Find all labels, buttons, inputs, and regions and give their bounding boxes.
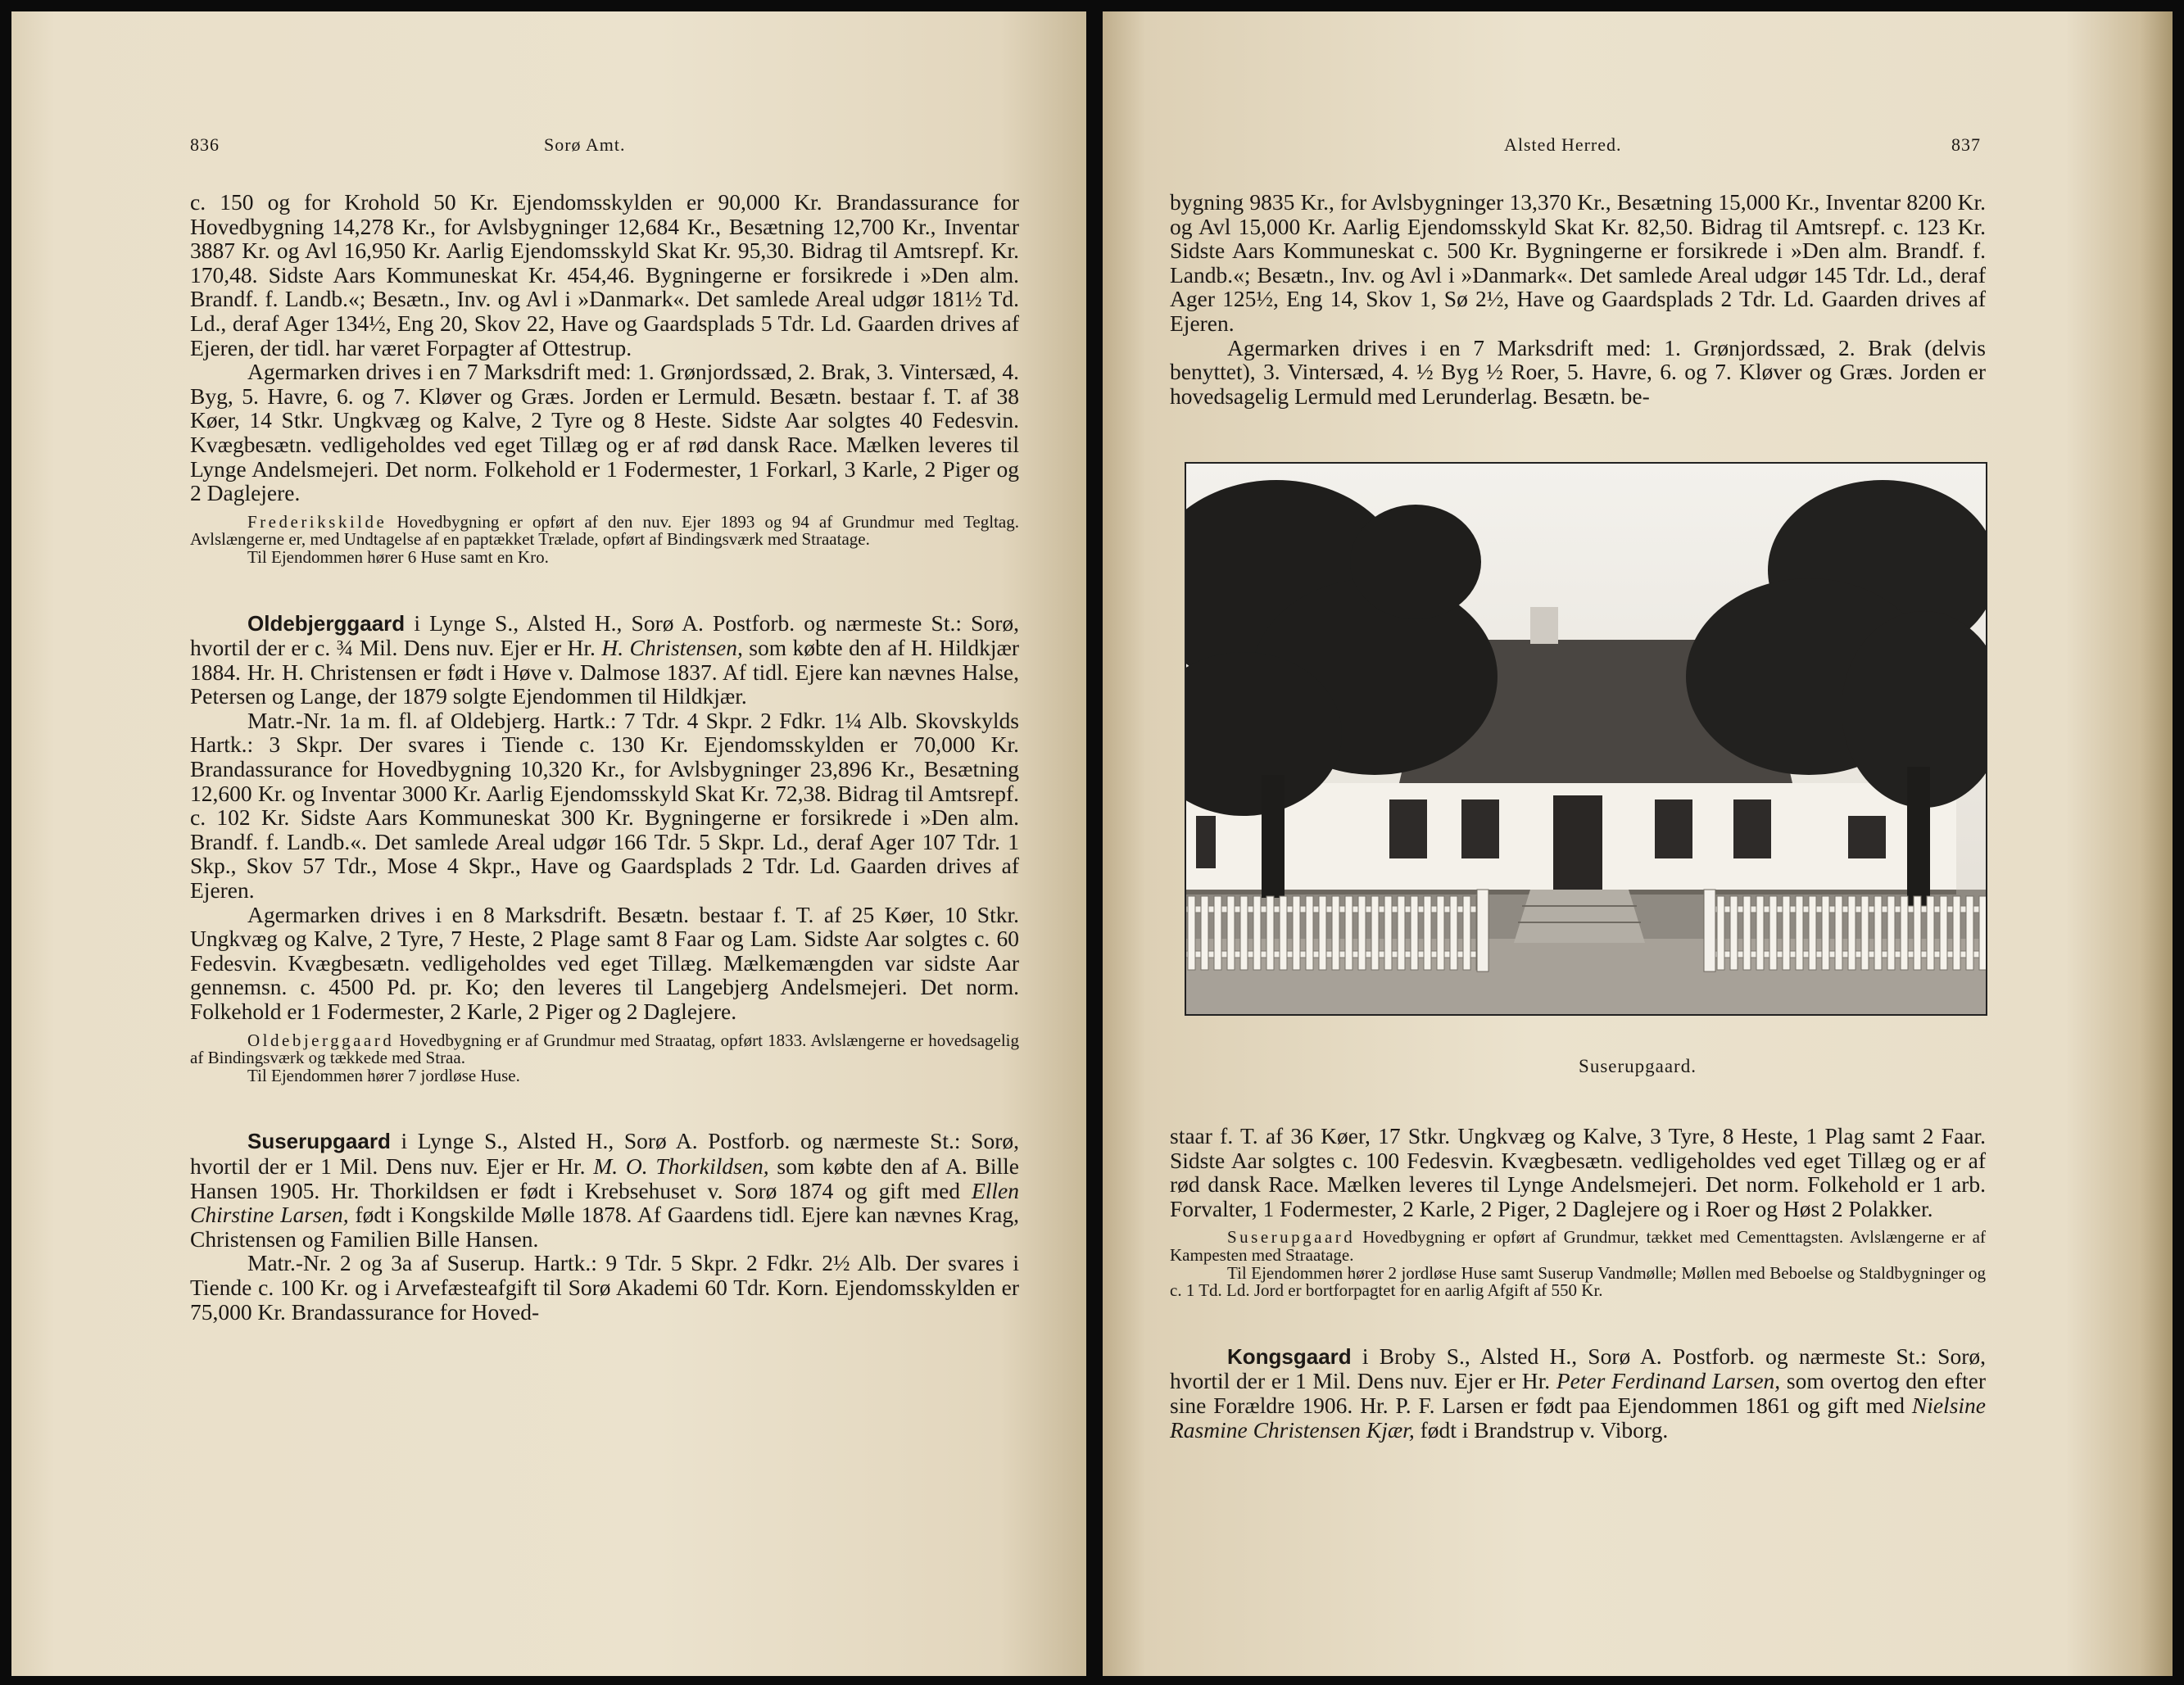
note-estate-name: Oldebjerggaard: [247, 1030, 395, 1050]
running-head: Alsted Herred.: [1504, 134, 1622, 155]
fence-picket: [1253, 896, 1261, 970]
page-number: 836: [190, 134, 220, 155]
right-body-bottom: [1170, 1124, 1986, 1442]
estate-name: Suserupgaard: [247, 1129, 391, 1154]
fence-left: [1188, 896, 1484, 970]
fence-picket: [1927, 896, 1934, 970]
fence-picket: [1214, 896, 1221, 970]
entry-text: som købte den af H. Hildkjær 1884. Hr. H. Christensen er født i Høve v. Dalmose 1837. Af tidl. Ejere kan nævnes Halse, Petersen og Lange, der 1879 solgte Ejendommen til Hildkjær.: [190, 635, 1019, 709]
owner-name: H. Christensen,: [601, 635, 743, 661]
note: [190, 1032, 1019, 1085]
fence-picket: [1769, 896, 1777, 970]
fence-picket: [1411, 896, 1418, 970]
note-text: Til Ejendommen hører 7 jordløse Huse.: [247, 1065, 520, 1085]
fence-picket: [1730, 896, 1738, 970]
paragraph: c. 150 og for Krohold 50 Kr. Ejendomsskylden er 90,000 Kr. Brandassurance for Hovedbygning 14,278 Kr., for Avlsbygninger 12,684 Kr., Besætning 12,700 Kr., Inventar 3887 Kr. og Avl 16,950 Kr. Aarlig Ejendomsskyld Skat Kr. 95,30. Bidrag til Amtsrepf. Kr. 170,48. Sidste Aars Kommuneskat Kr. 454,46. Bygningerne er forsikrede i »Den alm. Brandf. f. Landb.«; Besætn., Inv. og Avl i »Danmark«. Det samlede Areal udgør 181½ Td. Ld., deraf Ager 134½, Eng 20, Skov 22, Have og Gaardsplads 5 Tdr. Ld. Gaarden drives af Ejeren, der tidl. har været Forpagter af Ottestrup.: [190, 189, 1019, 360]
fence-picket: [1756, 896, 1764, 970]
fence-picket: [1940, 896, 1947, 970]
note-text: Til Ejendommen hører 2 jordløse Huse samt Suserup Vandmølle; Møllen med Beboelse og Staldbygninger og c. 1 Td. Ld. Jord er bortforpagtet for en aarlig Afgift af 550 Kr.: [1170, 1262, 1986, 1301]
fence-picket: [1848, 896, 1855, 970]
fence-picket: [1227, 896, 1235, 970]
note-estate-name: Frederikskilde: [247, 511, 387, 532]
left-body: [190, 190, 1019, 1324]
fence-picket: [1280, 896, 1287, 970]
paragraph: Agermarken drives i en 8 Marksdrift. Besætn. bestaar f. T. af 25 Køer, 10 Stkr. Ungkvæg og Kalve, 2 Tyre, 7 Heste, 2 Plage samt 8 Faar og Lam. Sidste Aar solgtes c. 60 Fedesvin. Kvægbesætn. vedligeholdes ved eget Tillæg. Mælkemængden var sidste Aar gennemsn. c. 4500 Pd. pr. Ko; den leveres til Langebjerg Andelsmejeri. Det norm. Folkehold er 1 Fodermester, 2 Karle, 2 Piger og 2 Daglejere.: [190, 901, 1019, 1024]
fence-picket: [1463, 896, 1470, 970]
entry-text: som købte den af A. Bille Hansen 1905. Hr. Thorkildsen er født i Krebsehuset v. Sorø 1874 og gift med: [190, 1153, 1019, 1203]
fence-picket: [1201, 896, 1208, 970]
entry-text: i Lynge S., Alsted H., Sorø A. Postforb. og nærmeste St.: Sorø, hvortil der er c. ¾ Mil. Dens nuv. Ejer er Hr.: [190, 609, 1019, 661]
right-page: [1103, 11, 2173, 1676]
left-page: [11, 11, 1086, 1676]
fence-picket: [1450, 896, 1457, 970]
entry-text: i Lynge S., Alsted H., Sorø A. Postforb. og nærmeste St.: Sorø, hvortil der er 1 Mil. Dens nuv. Ejer er Hr.: [190, 1128, 1019, 1179]
fence-picket: [1966, 896, 1973, 970]
fence-picket: [1887, 896, 1895, 970]
fence-picket: [1979, 896, 1986, 970]
right-body-top: [1170, 190, 1986, 408]
running-head: Sorø Amt.: [544, 134, 626, 155]
fence-picket: [1914, 896, 1921, 970]
entry-text: født i Brandstrup v. Viborg.: [1414, 1416, 1669, 1443]
suserupgaard-photo: [1185, 462, 1987, 1016]
fence-picket: [1861, 896, 1869, 970]
fence-picket: [1358, 896, 1366, 970]
photo-caption: Suserupgaard.: [1579, 1056, 1697, 1076]
fence-picket: [1743, 896, 1751, 970]
owner-name: M. O. Thorkildsen,: [593, 1153, 769, 1179]
entry-text: som overtog den efter sine Forældre 1906. Hr. P. F. Larsen er født paa Ejendommen 1861 og gift med: [1170, 1368, 1986, 1418]
note-text: Hovedbygning er af Grundmur med Straatag, opført 1833. Avlslængerne er hovedsagelig af Bindingsværk og tækkede med Straa.: [190, 1030, 1019, 1068]
paragraph: Agermarken drives i en 7 Marksdrift med: 1. Grønjordssæd, 2. Brak, 3. Vintersæd, 4. Byg, 5. Havre, 6. og 7. Kløver og Græs. Jorden er Lermuld. Besætn. bestaar f. T. af 38 Køer, 14 Stkr. Ungkvæg og Kalve, 2 Tyre og 8 Heste. Sidste Aar solgtes 40 Fedesvin. Kvægbesætn. vedligeholdes ved eget Tillæg og er af rød dansk Race. Mælken leveres til Lynge Andelsmejeri. Det norm. Folkehold er 1 Fodermester, 1 Forkarl, 3 Karle, 2 Piger og 2 Daglejere.: [190, 359, 1019, 506]
fence-picket: [1835, 896, 1842, 970]
fence-picket: [1319, 896, 1326, 970]
wife-name: Ellen Chirstine Larsen,: [190, 1177, 1019, 1228]
owner-name: Peter Ferdinand Larsen,: [1556, 1368, 1781, 1394]
wife-name: Nielsine Rasmine Christensen Kjær,: [1170, 1392, 1986, 1443]
note: [190, 511, 1019, 567]
estate-name: Kongsgaard: [1227, 1343, 1352, 1369]
paragraph: Agermarken drives i en 7 Marksdrift med: 1. Grønjordssæd, 2. Brak (delvis benyttet), 3. Vintersæd, 4. ½ Byg ½ Roer, 5. Havre, 6. og 7. Kløver og Græs. Jorden er hovedsagelig Lermuld med Lerunderlag. Besætn. be-: [1170, 334, 1986, 409]
fence-picket: [1796, 896, 1803, 970]
fence-picket: [1822, 896, 1829, 970]
note-text: Hovedbygning er opført af Grundmur, tækket med Cementtagsten. Avlslængerne er af Kampesten med Straatage.: [1170, 1227, 1986, 1265]
fence-picket: [1293, 896, 1300, 970]
farmhouse-illustration: [1186, 464, 1986, 1014]
estate-name: Oldebjerggaard: [247, 610, 406, 636]
fence-picket: [1384, 896, 1392, 970]
paragraph: Matr.-Nr. 1a m. fl. af Oldebjerg. Hartk.: 7 Tdr. 4 Skpr. 2 Fdkr. 1¼ Alb. Skovskylds Hartk.: 3 Skpr. Der svares i Tiende c. 130 Kr. Ejendomsskylden er 70,000 Kr. Brandassurance for Hovedbygning 10,320 Kr., for Avlsbygninger 23,896 Kr., Besætning 12,600 Kr. og Inventar 3000 Kr. Aarlig Ejendomsskyld Skat Kr. 72,38. Bidrag til Amtsrepf. c. 102 Kr. Sidste Aars Kommuneskat 300 Kr. Bygningerne er forsikrede i »Den alm. Brandf. f. Landb.«. Det samlede Areal udgør 166 Tdr. 5 Skpr. Ld., deraf Ager 107 Tdr. 1 Skp., Skov 57 Tdr., Mose 4 Skpr., Have og Gaardsplads 2 Tdr. Ld. Gaarden drives af Ejeren.: [190, 707, 1019, 904]
fence-picket: [1266, 896, 1274, 970]
paragraph: Matr.-Nr. 2 og 3a af Suserup. Hartk.: 9 Tdr. 5 Skpr. 2 Fdkr. 2½ Alb. Der svares i Tiende c. 100 Kr. og i Arvefæsteafgift til Sorø Akademi 60 Tdr. Korn. Ejendomsskylden er 75,000 Kr. Brandassurance for Hoved-: [190, 1250, 1019, 1325]
fence-picket: [1332, 896, 1339, 970]
fence-picket: [1306, 896, 1313, 970]
fence-picket: [1874, 896, 1882, 970]
fence-right: [1717, 896, 1986, 970]
fence-picket: [1240, 896, 1248, 970]
fence-picket: [1717, 896, 1724, 970]
note-text: Hovedbygning er opført af den nuv. Ejer 1893 og 94 af Grundmur med Tegltag. Avlslængerne er, med Undtagelse af en paptækket Trælade, opført af Bindingsværk med Straatage.: [190, 511, 1019, 550]
paragraph: staar f. T. af 36 Køer, 17 Stkr. Ungkvæg og Kalve, 3 Tyre, 8 Heste, 1 Plag samt 2 Faar. Sidste Aar solgtes c. 100 Fedesvin. Kvægbesætn. vedligeholdes ved eget Tillæg og er af rød dansk Race. Mælken leveres til Lynge Andelsmejeri. Det norm. Folkehold er 1 arb. Forvalter, 1 Fodermester, 2 Karle, 2 Piger, 2 Daglejere og i Roer og Høst 2 Polakker.: [1170, 1123, 1986, 1221]
fence-picket: [1371, 896, 1379, 970]
fence-picket: [1398, 896, 1405, 970]
paragraph: bygning 9835 Kr., for Avlsbygninger 13,370 Kr., Besætning 15,000 Kr., Inventar 8200 Kr. og Avl 15,000 Kr. Aarlig Ejendomsskyld Skat Kr. 82,50. Bidrag til Amtsrepf. c. 123 Kr. Sidste Aars Kommuneskat c. 500 Kr. Bygningerne er forsikrede i »Den alm. Brandf. f. Landb.«; Besætn., Inv. og Avl i »Danmark«. Det samlede Areal udgør 145 Tdr. Ld., deraf Ager 125½, Eng 14, Skov 1, Sø 2½, Have og Gaardsplads 2 Tdr. Ld. Gaarden drives af Ejeren.: [1170, 189, 1986, 336]
fence-picket: [1345, 896, 1353, 970]
fence-picket: [1809, 896, 1816, 970]
fence-picket: [1437, 896, 1444, 970]
page-number: 837: [1951, 134, 1981, 155]
entry-text: født i Kongskilde Mølle 1878. Af Gaardens tidl. Ejere kan nævnes Krag, Christensen og Familien Bille Hansen.: [190, 1202, 1020, 1252]
fence-picket: [1783, 896, 1790, 970]
fence-picket: [1901, 896, 1908, 970]
entry-text: i Broby S., Alsted H., Sorø A. Postforb. og nærmeste St.: Sorø, hvortil der er 1 Mil. Dens nuv. Ejer er Hr.: [1170, 1343, 1986, 1394]
note-estate-name: Suserupgaard: [1227, 1227, 1356, 1248]
note-text: Til Ejendommen hører 6 Huse samt en Kro.: [247, 546, 549, 567]
fence-picket: [1424, 896, 1431, 970]
fence-picket: [1188, 896, 1195, 970]
note: [1170, 1229, 1986, 1299]
fence-picket: [1953, 896, 1960, 970]
